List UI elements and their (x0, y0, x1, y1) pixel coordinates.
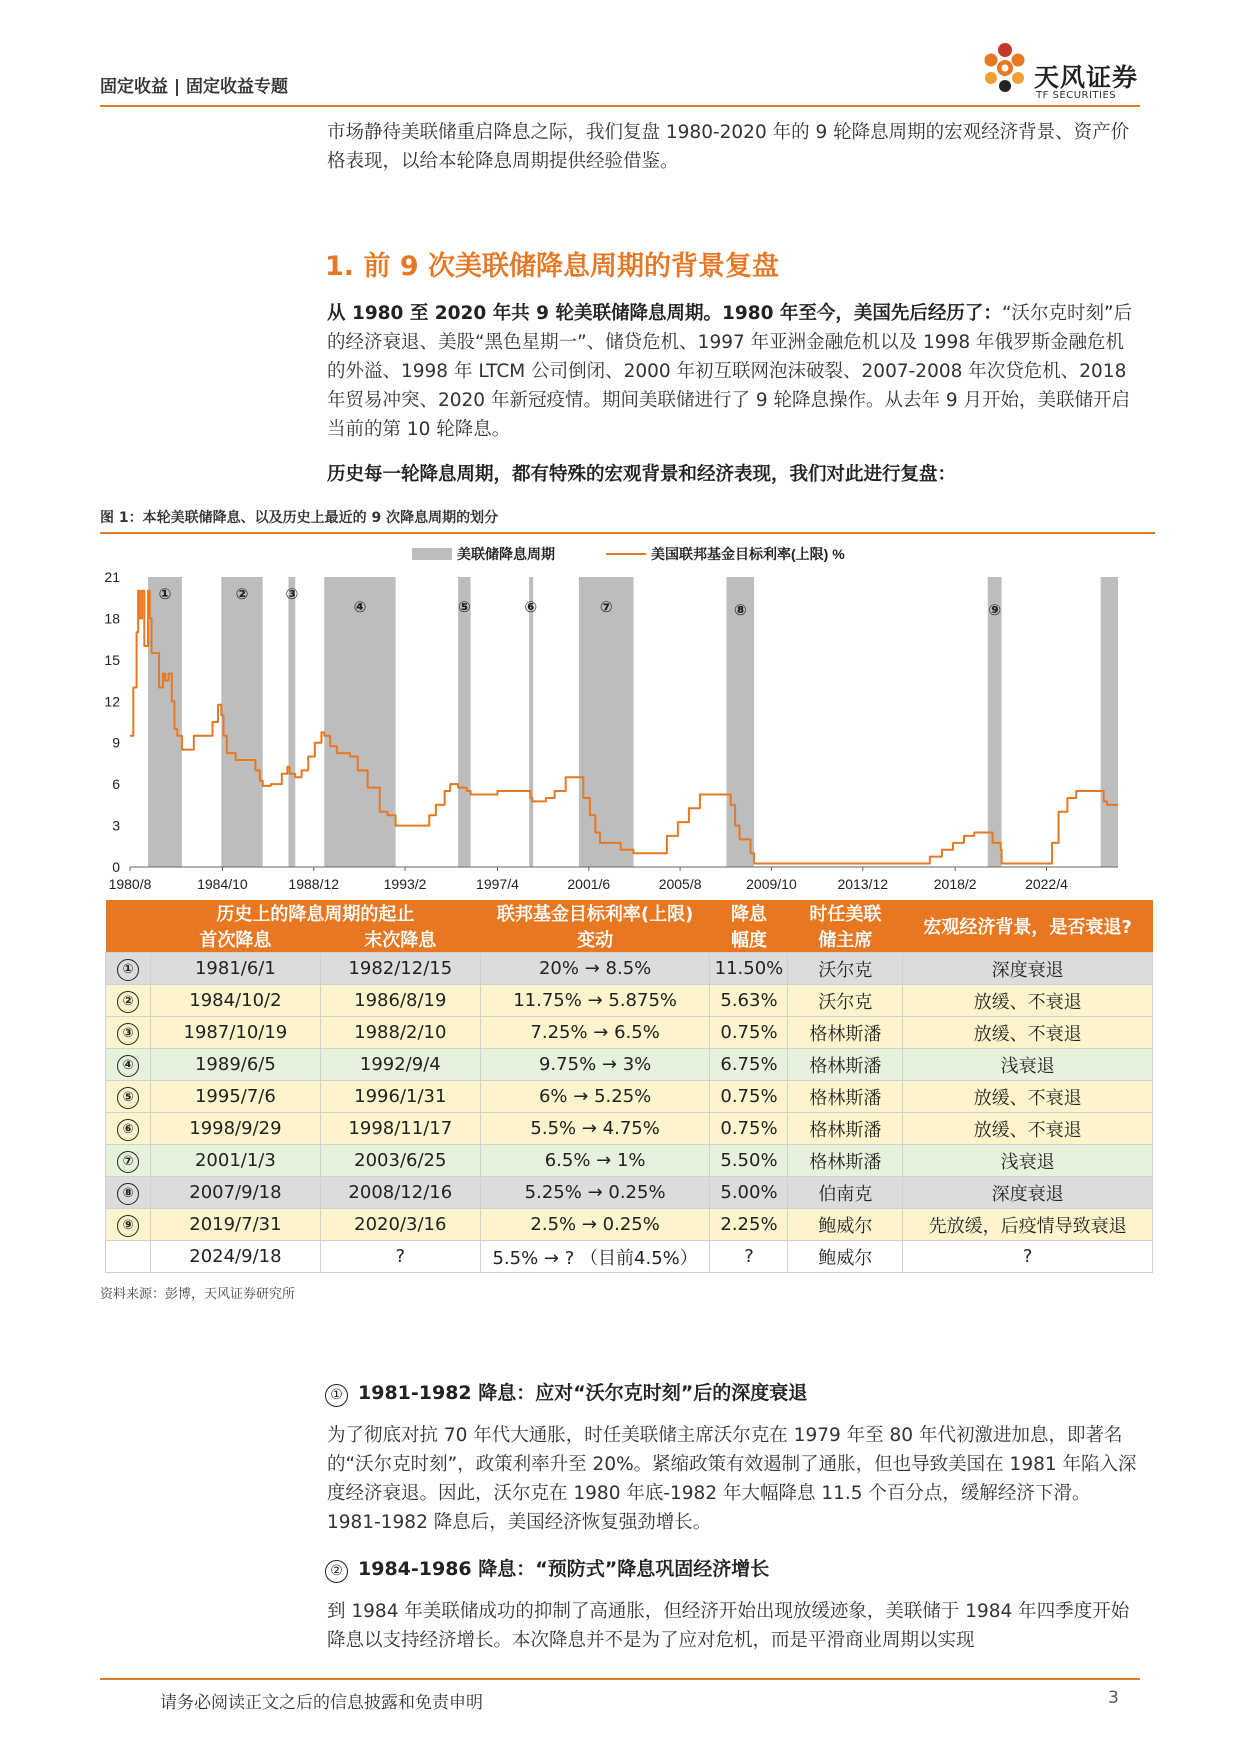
table-header-row-1 (106, 900, 1153, 926)
table-cell-chair: 格林斯潘 (788, 1145, 903, 1177)
section-heading: 1. 前 9 次美联储降息周期的背景复盘 (325, 251, 780, 282)
table-cell-start: 1984/10/2 (150, 985, 320, 1017)
table-cell-macro: 放缓、不衰退 (903, 1017, 1153, 1049)
cycle-band (324, 577, 395, 867)
cycle-band (988, 577, 1002, 867)
cycle-band-label: ② (235, 585, 249, 603)
x-tick-label: 1997/4 (476, 876, 519, 892)
table-cell-start: 2019/7/31 (150, 1209, 320, 1241)
table-cell-macro: 放缓、不衰退 (903, 1081, 1153, 1113)
brand-name: 天风证券 (1034, 63, 1139, 92)
table-row (106, 1017, 1153, 1049)
cycle-band (288, 577, 295, 867)
table-cell-idx (106, 1017, 151, 1049)
table-row (106, 1209, 1153, 1241)
table-cell-chair: 鲍威尔 (788, 1241, 903, 1273)
table-row (106, 1177, 1153, 1209)
table-cell-change: 20% → 8.5% (480, 953, 710, 985)
cycle-number: ② (117, 991, 139, 1013)
section-paragraph-1 (327, 299, 1142, 444)
table-cell-end: 2003/6/25 (320, 1145, 480, 1177)
cycle-band (1101, 577, 1118, 867)
table-cell-mag: 0.75% (710, 1017, 788, 1049)
x-tick-label: 2022/4 (1025, 876, 1068, 892)
cycle1-number: ① (325, 1384, 348, 1407)
cycle1-heading (325, 1378, 807, 1407)
table-cell-macro: 先放缓，后疫情导致衰退 (903, 1209, 1153, 1241)
table-row (106, 985, 1153, 1017)
section-paragraph-2: 历史每一轮降息周期，都有特殊的宏观背景和经济表现，我们对此进行复盘： (327, 464, 957, 485)
cycle1-heading-text: 1981-1982 降息：应对“沃尔克时刻”后的深度衰退 (358, 1382, 808, 1404)
y-tick-label: 9 (112, 734, 120, 751)
table-cell-macro: 浅衰退 (903, 1049, 1153, 1081)
flower-icon (985, 43, 1025, 92)
table-cell-idx (106, 1177, 151, 1209)
rate-cut-table (105, 900, 1153, 1273)
table-cell-start: 1998/9/29 (150, 1113, 320, 1145)
y-tick-label: 3 (112, 817, 120, 834)
table-cell-mag: 2.25% (710, 1209, 788, 1241)
table-row (106, 1049, 1153, 1081)
cycle-number: ④ (117, 1055, 139, 1077)
cycle-band-label: ⑨ (988, 601, 1002, 619)
table-cell-end: 2020/3/16 (320, 1209, 480, 1241)
table-cell-idx (106, 985, 151, 1017)
section-paragraph-1-bold: 从 1980 至 2020 年共 9 轮美联储降息周期。1980 年至今，美国先后经历了： (327, 303, 1002, 324)
table-cell-mag: 5.50% (710, 1145, 788, 1177)
table-cell-chair: 格林斯潘 (788, 1017, 903, 1049)
header-first-cut: 首次降息 (150, 926, 320, 953)
x-tick-label: 2009/10 (746, 876, 797, 892)
table-cell-macro: 浅衰退 (903, 1145, 1153, 1177)
x-tick-label: 2018/2 (933, 876, 977, 892)
y-tick-label: 12 (104, 693, 120, 710)
x-tick-label: 1988/12 (288, 876, 340, 892)
table-cell-idx (106, 1049, 151, 1081)
cycle-number: ⑥ (117, 1119, 139, 1141)
table-cell-idx (106, 1145, 151, 1177)
brand-name-en: TF SECURITIES (1036, 90, 1117, 101)
table-cell-change: 5.5% → ? （目前4.5%） (480, 1241, 710, 1273)
cycle-band-label: ④ (353, 598, 367, 616)
table-cell-mag: 11.50% (710, 953, 788, 985)
table-cell-change: 11.75% → 5.875% (480, 985, 710, 1017)
table-cell-macro: 深度衰退 (903, 1177, 1153, 1209)
table-row (106, 1081, 1153, 1113)
table-cell-idx (106, 1209, 151, 1241)
y-tick-label: 0 (112, 859, 120, 875)
y-tick-label: 21 (104, 569, 120, 585)
table-cell-end: 1988/2/10 (320, 1017, 480, 1049)
footer-disclaimer: 请务必阅读正文之后的信息披露和免责申明 (160, 1693, 483, 1713)
cycle-band-label: ⑤ (458, 598, 471, 616)
intro-paragraph: 市场静待美联储重启降息之际，我们复盘 1980-2020 年的 9 轮降息周期的宏观经济背景、资产价格表现，以给本轮降息周期提供经验借鉴。 (327, 122, 1130, 172)
cycle-number: ① (117, 959, 139, 981)
header-chair: 时任美联 储主席 (788, 900, 903, 953)
table-cell-macro: 放缓、不衰退 (903, 1113, 1153, 1145)
cycle-band-label: ⑥ (524, 598, 538, 616)
table-cell-end: 1998/11/17 (320, 1113, 480, 1145)
table-row (106, 1241, 1153, 1273)
table-cell-chair: 格林斯潘 (788, 1113, 903, 1145)
figure-title: 图 1：本轮美联储降息、以及历史上最近的 9 次降息周期的划分 (100, 510, 499, 526)
cycle-band-label: ⑦ (599, 598, 613, 616)
legend-swatch-cycles (412, 548, 452, 560)
cycle1-paragraph: 为了彻底对抗 70 年代大通胀，时任美联储主席沃尔克在 1979 年至 80 年代初激进加息，即著名的“沃尔克时刻”，政策利率升至 20%。紧缩政策有效遏制了通胀，但也导致美国在 1981 年陷入深度经济衰退。因此，沃尔克在 1980 年底-1982 年大幅降息 11.5 个百分点，缓解经济下滑。1981-1982 降息后，美国经济恢复强劲增长。 (327, 1425, 1137, 1533)
figure-source: 资料来源：彭博，天风证券研究所 (100, 1287, 296, 1302)
cycle-band (221, 577, 262, 867)
table-cell-start: 2024/9/18 (150, 1241, 320, 1273)
legend-label-rate: 美国联邦基金目标利率(上限) % (651, 546, 845, 562)
table-cell-change: 6% → 5.25% (480, 1081, 710, 1113)
table-cell-chair: 沃尔克 (788, 985, 903, 1017)
table-cell-start: 1995/7/6 (150, 1081, 320, 1113)
y-tick-label: 15 (104, 651, 120, 668)
cycle-number: ⑧ (117, 1183, 139, 1205)
cycle2-paragraph: 到 1984 年美联储成功的抑制了高通胀，但经济开始出现放缓迹象，美联储于 1984 年四季度开始降息以支持经济增长。本次降息并不是为了应对危机，而是平滑商业周期以实现 (327, 1601, 1130, 1651)
chart-legend (412, 546, 845, 562)
table-cell-change: 5.5% → 4.75% (480, 1113, 710, 1145)
table-cell-end: 1996/1/31 (320, 1081, 480, 1113)
header-rate-change: 联邦基金目标利率(上限) 变动 (480, 900, 710, 953)
cycle-band (529, 577, 533, 867)
table-cell-start: 1987/10/19 (150, 1017, 320, 1049)
table-cell-mag: 5.00% (710, 1177, 788, 1209)
table-cell-end: 1982/12/15 (320, 953, 480, 985)
table-cell-end: 1986/8/19 (320, 985, 480, 1017)
cycle-band (727, 577, 755, 867)
table-row (106, 1113, 1153, 1145)
table-cell-macro: ? (903, 1241, 1153, 1273)
table-cell-idx (106, 1113, 151, 1145)
cycle-number: ⑤ (117, 1087, 139, 1109)
table-cell-mag: ? (710, 1241, 788, 1273)
header-last-cut: 末次降息 (320, 926, 480, 953)
cycle2-heading-text: 1984-1986 降息：“预防式”降息巩固经济增长 (358, 1558, 770, 1580)
y-tick-label: 18 (104, 610, 120, 627)
table-cell-end: 1992/9/4 (320, 1049, 480, 1081)
table-cell-change: 9.75% → 3% (480, 1049, 710, 1081)
cycle-band-label: ⑧ (733, 601, 747, 619)
cycle2-number: ② (325, 1560, 348, 1583)
x-tick-label: 2005/8 (658, 876, 702, 892)
table-cell-idx (106, 953, 151, 985)
header-macro: 宏观经济背景，是否衰退? (903, 900, 1153, 953)
table-cell-mag: 5.63% (710, 985, 788, 1017)
footer-rule (100, 1678, 1140, 1680)
page-number: 3 (1108, 1688, 1119, 1708)
x-tick-label: 2001/6 (567, 876, 611, 892)
table-cell-chair: 沃尔克 (788, 953, 903, 985)
y-tick-label: 6 (112, 776, 120, 793)
cycle-number: ③ (117, 1023, 139, 1045)
header-title: 固定收益 | 固定收益专题 (100, 77, 289, 97)
table-cell-mag: 0.75% (710, 1081, 788, 1113)
x-tick-label: 2013/12 (837, 876, 889, 892)
table-cell-idx (106, 1081, 151, 1113)
table-cell-chair: 伯南克 (788, 1177, 903, 1209)
table-row (106, 1145, 1153, 1177)
header-cycle-span: 历史上的降息周期的起止 (150, 900, 480, 926)
table-cell-mag: 6.75% (710, 1049, 788, 1081)
table-cell-end: 2008/12/16 (320, 1177, 480, 1209)
header-magnitude: 降息 幅度 (710, 900, 788, 953)
cycle2-heading (325, 1554, 769, 1583)
table-cell-change: 6.5% → 1% (480, 1145, 710, 1177)
section-paragraph-1-text: “沃尔克时刻”后的经济衰退、美股“黑色星期一”、储贷危机、1997 年亚洲金融危机以及 1998 年俄罗斯金融危机的外溢、1998 年 LTCM 公司倒闭、2000 年初互联网泡沫破裂、2007-2008 年次贷危机、2018 年贸易冲突、2020 年新冠疫情。期间美联储进行了 9 轮降息操作。从去年 9 月开始，美联储开启当前的第 10 轮降息。 (327, 303, 1133, 440)
table-cell-change: 7.25% → 6.5% (480, 1017, 710, 1049)
table-cell-change: 5.25% → 0.25% (480, 1177, 710, 1209)
rate-cut-chart (100, 535, 1155, 895)
cycle-number: ⑨ (117, 1215, 139, 1237)
cycle-band (148, 577, 182, 867)
table-cell-macro: 放缓、不衰退 (903, 985, 1153, 1017)
x-tick-label: 1993/2 (383, 876, 427, 892)
cycle-band (579, 577, 634, 867)
cycle-band-label: ③ (285, 585, 299, 603)
table-row (106, 953, 1153, 985)
cycle-band (458, 577, 471, 867)
table-cell-change: 2.5% → 0.25% (480, 1209, 710, 1241)
table-cell-start: 2001/1/3 (150, 1145, 320, 1177)
table-cell-chair: 格林斯潘 (788, 1049, 903, 1081)
table-cell-start: 1981/6/1 (150, 953, 320, 985)
table-cell-chair: 格林斯潘 (788, 1081, 903, 1113)
cycle-number: ⑦ (117, 1151, 139, 1173)
table-cell-macro: 深度衰退 (903, 953, 1153, 985)
table-cell-idx (106, 1241, 151, 1273)
figure-rule (100, 532, 1155, 534)
cycle-band-label: ① (158, 585, 172, 603)
legend-label-cycles: 美联储降息周期 (457, 546, 555, 562)
table-cell-start: 2007/9/18 (150, 1177, 320, 1209)
x-tick-label: 1980/8 (108, 876, 152, 892)
table-cell-end: ? (320, 1241, 480, 1273)
x-tick-label: 1984/10 (197, 876, 248, 892)
table-cell-start: 1989/6/5 (150, 1049, 320, 1081)
table-cell-chair: 鲍威尔 (788, 1209, 903, 1241)
table-cell-mag: 0.75% (710, 1113, 788, 1145)
